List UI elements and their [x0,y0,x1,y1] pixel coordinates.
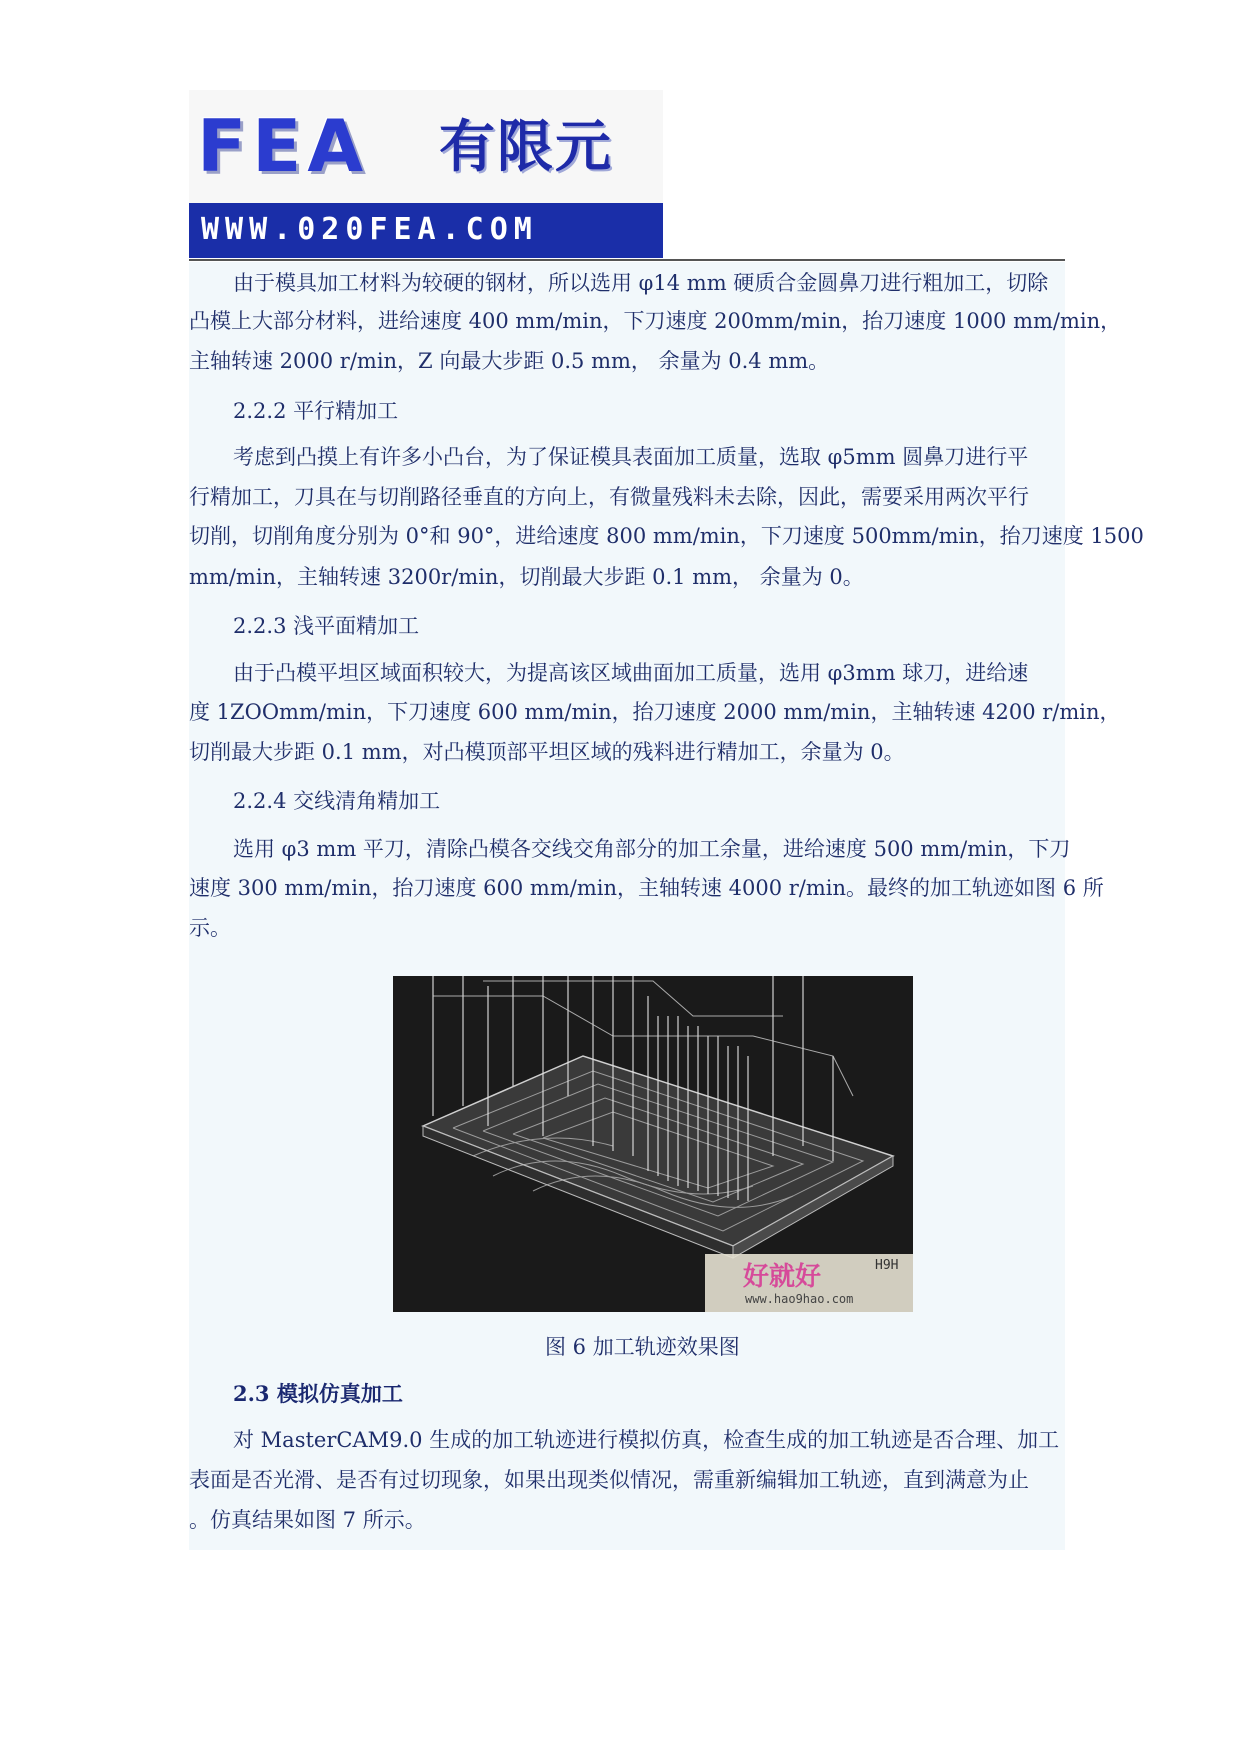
figure-caption: 图 6 加工轨迹效果图 [545,1335,740,1359]
paragraph-line: 由于凸模平坦区域面积较大，为提高该区域曲面加工质量，选用 φ3mm 球刀，进给速 [233,661,1029,685]
toolpath-figure [393,976,913,1312]
paragraph-line: 对 MasterCAM9.0 生成的加工轨迹进行模拟仿真，检查生成的加工轨迹是否合理、加工 [233,1428,1060,1452]
logo-url-bar [189,203,663,258]
site-logo [189,90,663,258]
paragraph-line: mm/min，主轴转速 3200r/min，切削最大步距 0.1 mm， 余量为 0。 [189,565,864,589]
paragraph-line: 考虑到凸摸上有许多小凸台，为了保证模具表面加工质量，选取 φ5mm 圆鼻刀进行平 [233,445,1029,469]
paragraph-line: 切削，切削角度分别为 0°和 90°，进给速度 800 mm/min，下刀速度 500mm/min，抬刀速度 1500 [189,524,1144,548]
logo-fea-text: FEA [197,104,370,188]
watermark-logo-text: 好就好 [743,1262,822,1292]
watermark-tag: H9H [875,1258,899,1273]
paragraph-line: 示。 [189,916,231,940]
header-divider [189,259,1065,261]
paragraph-line: 速度 300 mm/min，抬刀速度 600 mm/min，主轴转速 4000 r/min。最终的加工轨迹如图 6 所 [189,876,1104,900]
paragraph-line: 行精加工，刀具在与切削路径垂直的方向上，有微量残料未去除，因此，需要采用两次平行 [189,485,1029,509]
logo-url-text: WWW.020FEA.COM [201,212,538,247]
logo-chinese-text: 有限元 [439,115,613,180]
paragraph-line: 。仿真结果如图 7 所示。 [189,1508,426,1532]
paragraph-line: 选用 φ3 mm 平刀，清除凸模各交线交角部分的加工余量，进给速度 500 mm/min，下刀 [233,837,1071,861]
subsection-heading: 2.2.3 浅平面精加工 [233,614,420,638]
section-heading: 2.3 模拟仿真加工 [233,1381,403,1406]
paragraph-line: 度 1ZOOmm/min，下刀速度 600 mm/min，抬刀速度 2000 mm/min，主轴转速 4200 r/min， [189,700,1121,724]
paragraph-line: 主轴转速 2000 r/min，Z 向最大步距 0.5 mm， 余量为 0.4 mm。 [189,349,830,373]
paragraph-line: 切削最大步距 0.1 mm，对凸模顶部平坦区域的残料进行精加工，余量为 0。 [189,740,905,764]
paragraph-line: 凸模上大部分材料，进给速度 400 mm/min，下刀速度 200mm/min，抬刀速度 1000 mm/min， [189,309,1122,333]
paragraph-line: 由于模具加工材料为较硬的钢材，所以选用 φ14 mm 硬质合金圆鼻刀进行粗加工，切除 [233,271,1049,295]
watermark-url: www.hao9hao.com [745,1292,854,1306]
article-body [189,262,1144,1550]
watermark [705,1254,913,1312]
subsection-heading: 2.2.2 平行精加工 [233,399,399,423]
logo-banner [189,90,663,203]
subsection-heading: 2.2.4 交线清角精加工 [233,789,441,813]
paragraph-line: 表面是否光滑、是否有过切现象，如果出现类似情况，需重新编辑加工轨迹，直到满意为止 [189,1468,1029,1492]
